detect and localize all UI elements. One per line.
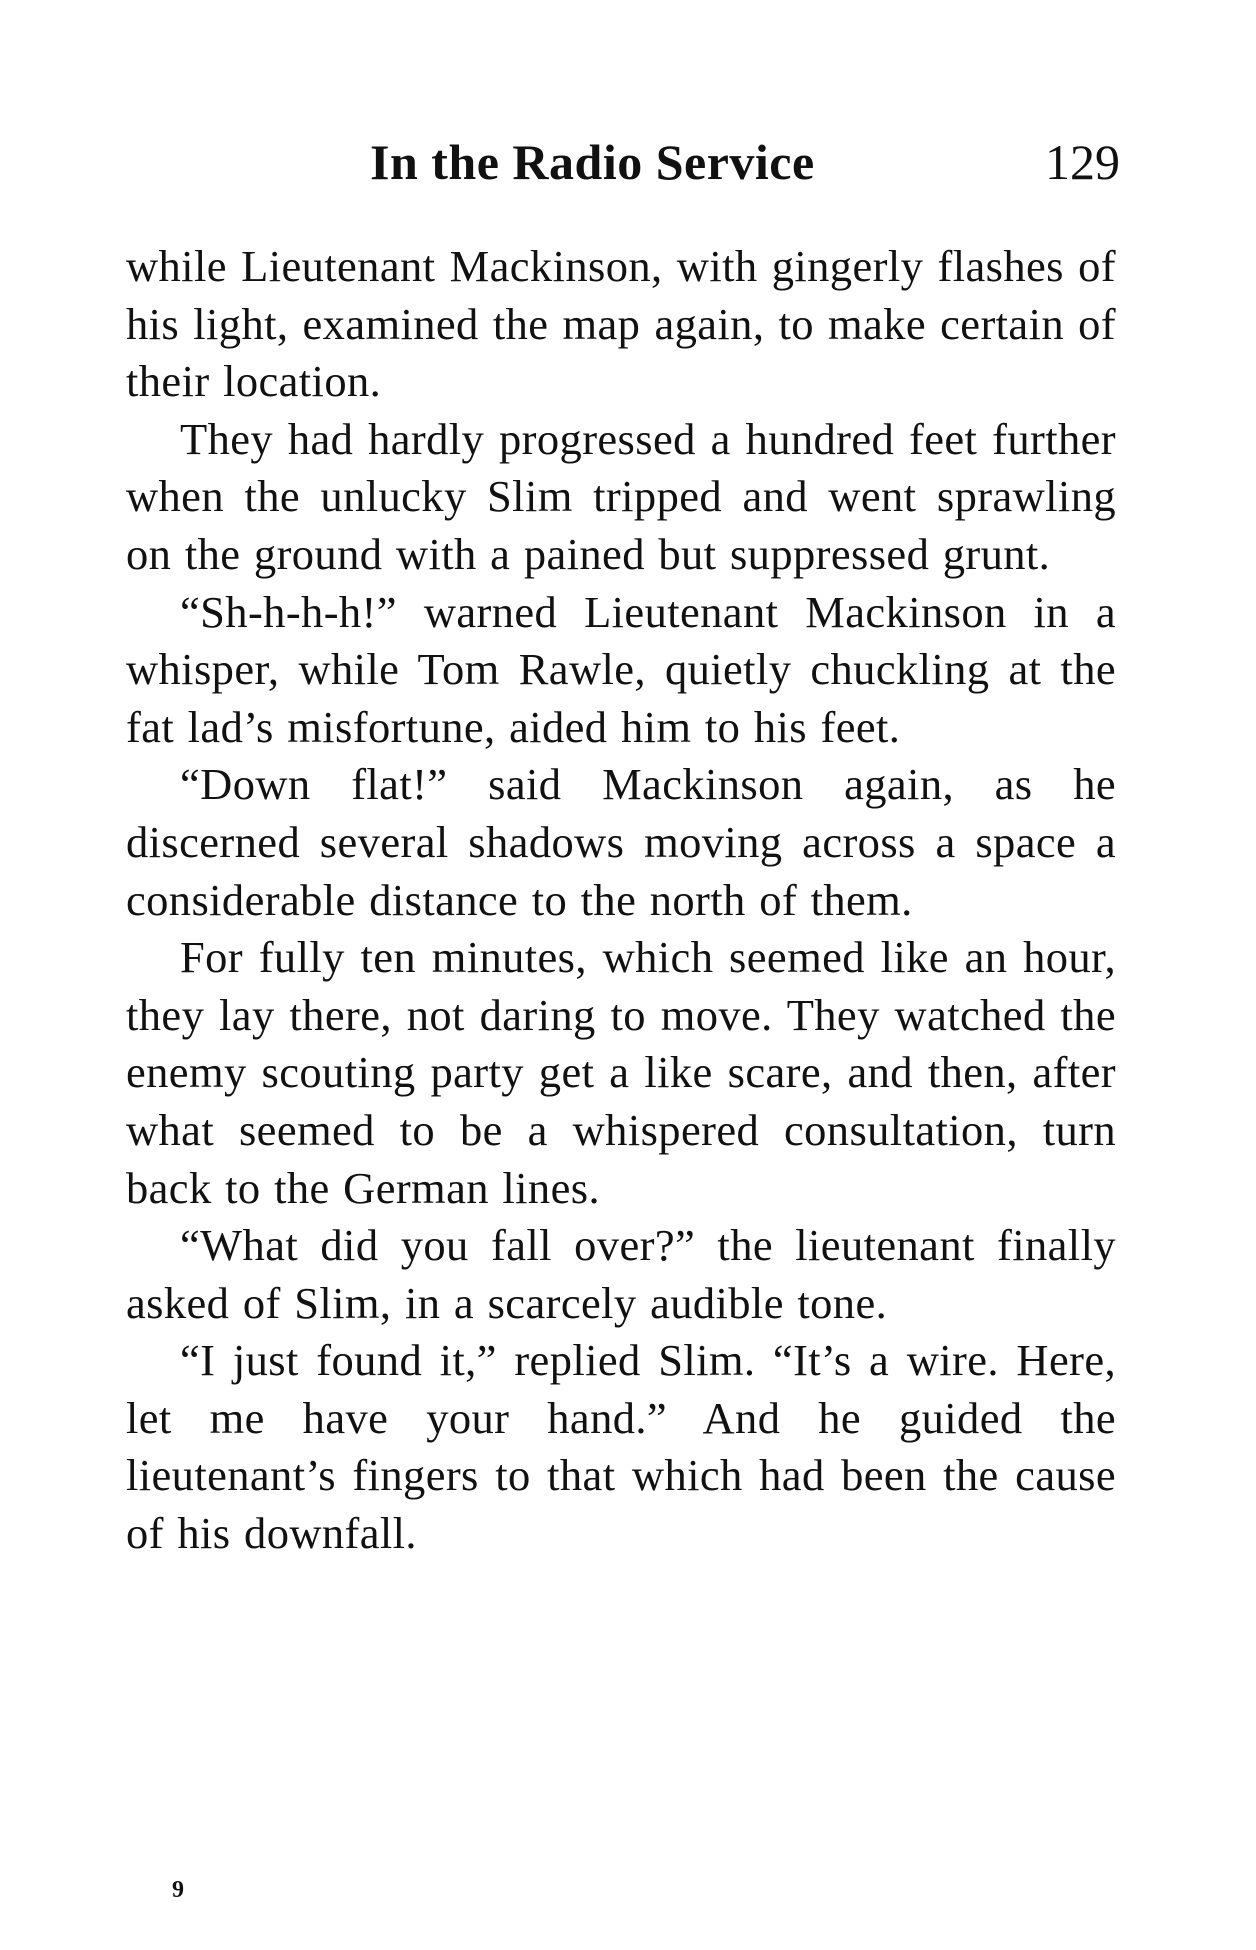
chapter-running-title: In the Radio Service: [370, 134, 815, 190]
paragraph: For fully ten minutes, which seemed like an hour, they lay there, not daring to move. They watched the enemy scouting party get a like scare, and then, after what seemed to be a whispered consultation, turn back to the German lines.: [126, 932, 1116, 1213]
paragraph: “I just found it,” replied Slim. “It’s a wire. Here, let me have your hand.” And he guided the lieutenant’s fingers to that which had been the cause of his downfall.: [126, 1335, 1116, 1559]
paragraph: “Down flat!” said Mackinson again, as he discerned several shadows moving across a space a considerable distance to the north of them.: [126, 759, 1116, 925]
paragraph: They had hardly progressed a hundred feet further when the unlucky Slim tripped and went sprawling on the ground with a pained but suppressed grunt.: [126, 413, 1116, 579]
paragraph-continuation: while Lieutenant Mackinson, with gingerly flashes of his light, examined the map again, to make certain of their location.: [126, 241, 1116, 407]
printer-signature-mark: 9: [172, 1877, 184, 1903]
running-head: [130, 132, 1120, 192]
paragraph: “Sh-h-h-h!” warned Lieutenant Mackinson in a whisper, while Tom Rawle, quietly chuckling at the fat lad’s misfortune, aided him to his feet.: [126, 586, 1116, 752]
paragraph: “What did you fall over?” the lieutenant finally asked of Slim, in a scarcely audible tone.: [126, 1220, 1116, 1328]
body-text: [126, 238, 1116, 1563]
page-number: 129: [1045, 134, 1120, 190]
